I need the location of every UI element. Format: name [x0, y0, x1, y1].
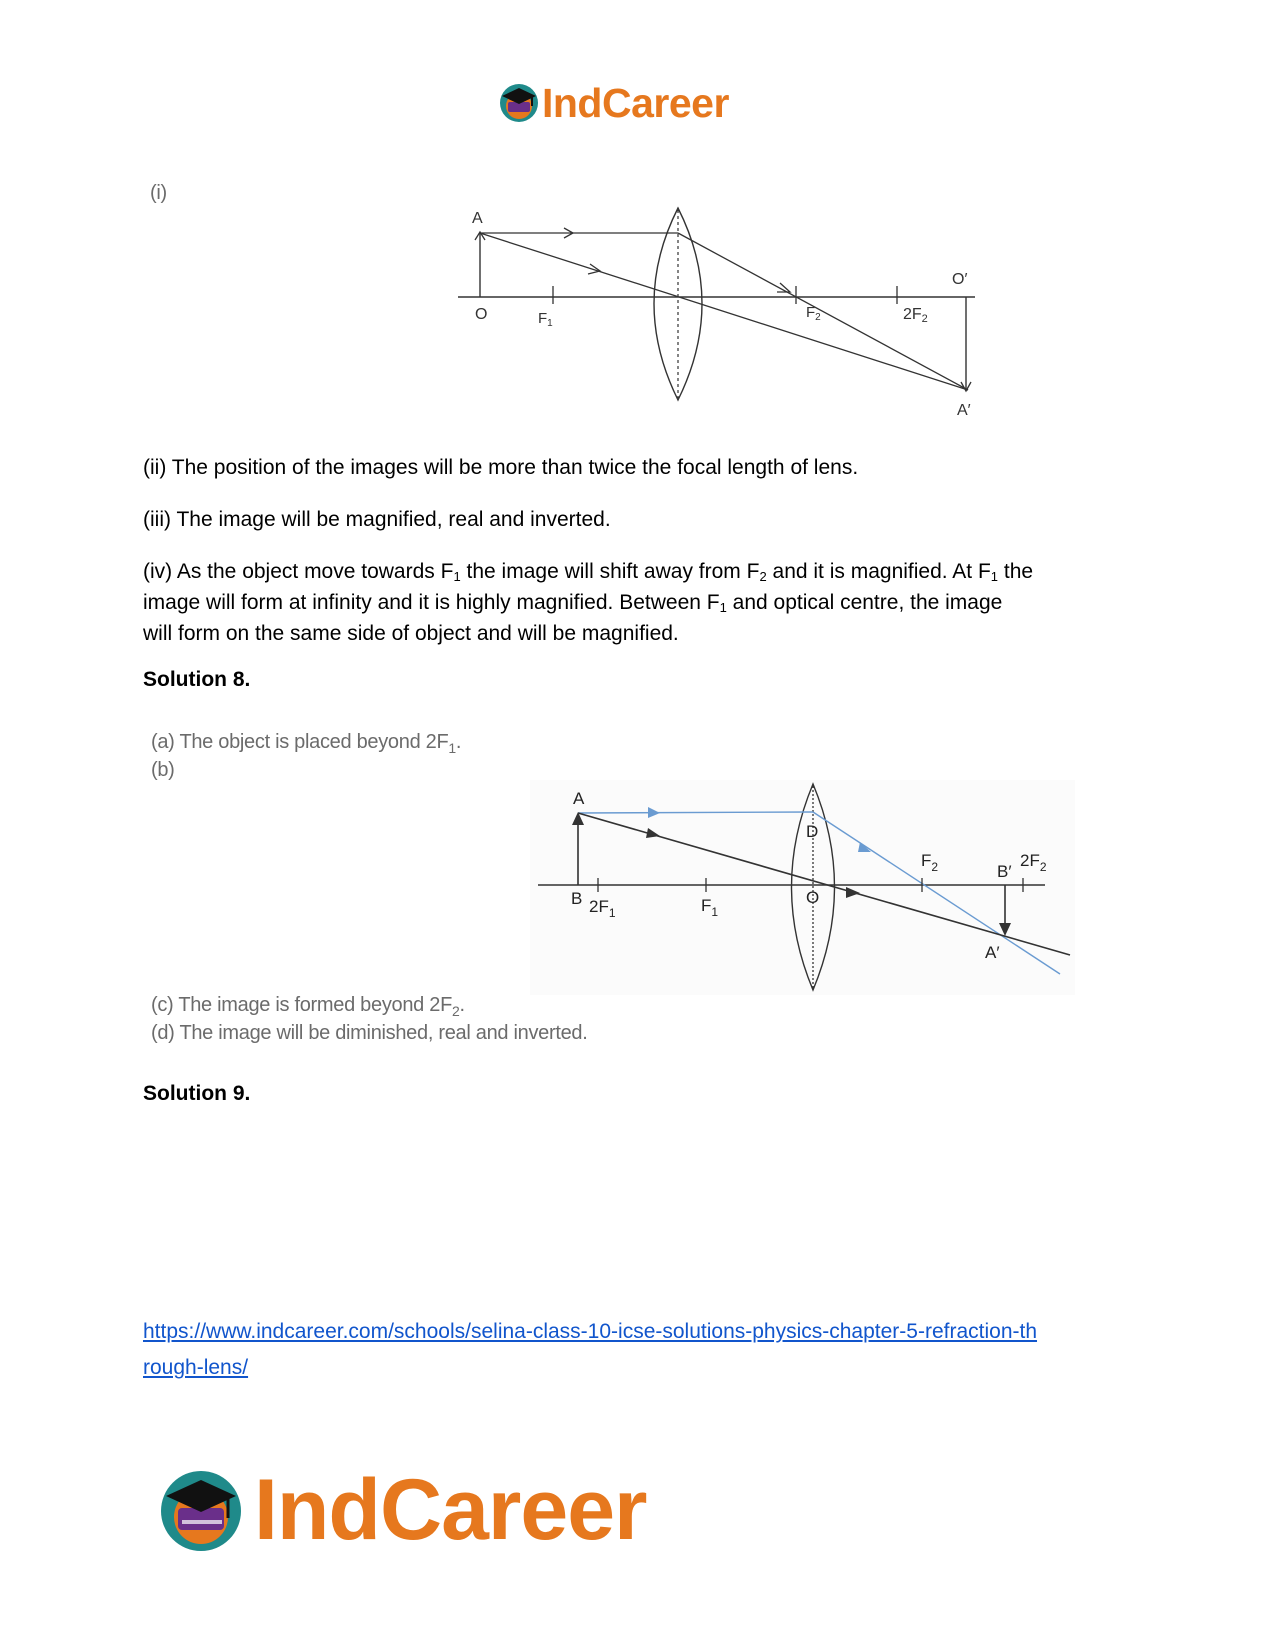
answer-iii: (iii) The image will be magnified, real and inverted.	[143, 508, 611, 531]
label-A: A	[573, 789, 585, 808]
figure1-label: (i)	[150, 182, 167, 204]
header-logo	[498, 78, 778, 128]
figure1-ray-diagram	[440, 200, 1000, 430]
solution8-c: (c) The image is formed beyond $2F_2$.	[151, 994, 465, 1019]
solution9-heading: Solution 9.	[143, 1082, 251, 1105]
solution8-b: (b)	[151, 759, 175, 781]
parallel-ray	[578, 812, 813, 813]
label-A-prime: A′	[985, 943, 1000, 962]
label-O: O	[475, 306, 488, 323]
answer-iv-line1: (iv) As the object move towards $F_1$ the image will shift away from $F_2$ and it is magnified. At $F_1$ the	[143, 560, 1034, 584]
label-F2: $F_2$	[921, 851, 939, 874]
footer-logo-text: IndCareer	[254, 1462, 647, 1558]
label-2F2: 2F2	[903, 306, 928, 325]
answer-iv-line3: will form on the same side of object and will be magnified.	[143, 622, 679, 645]
figure2-ray-diagram	[530, 780, 1075, 995]
label-F1: $F_1$	[701, 896, 719, 919]
refracted-ray	[678, 233, 968, 390]
label-D: D	[806, 822, 819, 841]
graduation-cap-icon	[158, 1468, 244, 1554]
source-link-line2[interactable]: rough-lens/	[143, 1356, 249, 1379]
answer-ii: (ii) The position of the images will be more than twice the focal length of lens.	[143, 456, 859, 479]
central-ray	[480, 233, 968, 390]
solution8-d: (d) The image will be diminished, real and inverted.	[151, 1022, 588, 1044]
label-B: B	[571, 889, 583, 908]
answer-iv-line2: image will form at infinity and it is highly magnified. Between $F_1$ and optical centre, the image	[143, 591, 1003, 615]
label-2F1: $2F_1$	[589, 897, 616, 920]
label-B-prime: B′	[997, 862, 1012, 881]
solution8-heading: Solution 8.	[143, 668, 251, 691]
solution8-a: (a) The object is placed beyond $2F_1$.	[151, 731, 462, 756]
source-link[interactable]	[143, 1314, 1123, 1386]
label-O: O	[806, 888, 820, 907]
label-A-prime: A′	[957, 402, 971, 419]
header-logo-text: IndCareer	[542, 80, 729, 126]
graduation-cap-icon	[498, 82, 540, 124]
answer-iv	[143, 556, 1143, 649]
source-link-line1[interactable]: https://www.indcareer.com/schools/selina-class-10-icse-solutions-physics-chapter-5-refraction-th	[143, 1320, 1038, 1343]
label-O-prime: O′	[952, 271, 968, 288]
label-F1: $F_1$	[538, 310, 553, 329]
footer-logo	[158, 1460, 718, 1560]
label-2F2: $2F_2$	[1020, 851, 1047, 874]
label-A: A	[472, 210, 483, 227]
label-F2: $F_2$	[806, 304, 821, 323]
